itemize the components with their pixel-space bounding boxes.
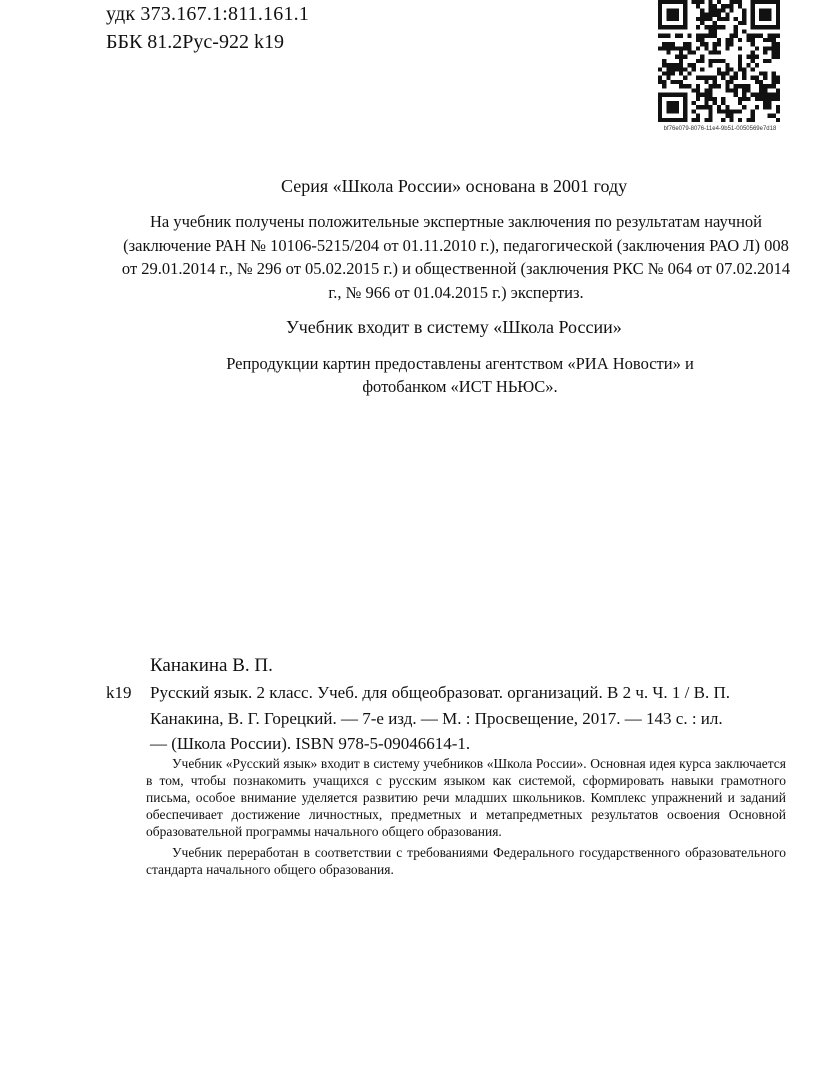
series-note: Серия «Школа России» основана в 2001 году [281, 176, 628, 196]
reproductions-line: фотобанком «ИСТ НЬЮС». [362, 377, 558, 396]
expert-conclusions [106, 210, 806, 304]
reproductions-note [180, 352, 740, 398]
expert-line: г., № 966 от 01.04.2015 г.) экспертиз. [328, 282, 584, 302]
annotation [146, 755, 786, 878]
qr-caption: bf76e079-8076-11e4-9b51-0050569e7d18 [663, 126, 777, 132]
qr-code [658, 0, 780, 122]
qr-code-image [658, 0, 780, 122]
expert-line: от 29.01.2014 г., № 296 от 05.02.2015 г.) и общественной (заключения РКС № 064 от 07.02.2014 [121, 259, 791, 278]
biblio-line-3: — (Школа России). ISBN 978-5-09046614-1. [150, 734, 471, 753]
expert-line: (заключение РАН № 10106-5215/204 от 01.11.2010 г.), педагогической (заключения РАО Л) 008 [123, 235, 789, 255]
biblio-text: Русский язык. 2 класс. Учеб. для общеобразоват. организаций. В 2 ч. Ч. 1 / В. П. [150, 683, 731, 702]
expert-line: На учебник получены положительные экспертные заключения по результатам научной [149, 212, 762, 231]
reproductions-line: Репродукции картин предоставлены агентством «РИА Новости» и [226, 354, 694, 373]
system-note: Учебник входит в систему «Школа России» [286, 317, 622, 337]
author-sign-code: k19 [106, 683, 132, 702]
author-heading: Канакина В. П. [150, 655, 273, 676]
udk-code: удк 373.167.1:811.161.1 [106, 3, 310, 25]
annotation-paragraph: Учебник переработан в соответствии с требованиями Федерального государственного образовательного стандарта начального общего образования. [146, 845, 786, 877]
annotation-paragraph: Учебник «Русский язык» входит в систему учебников «Школа России». Основная идея курса заключается в том, чтобы познакомить учащихся с русским языком как системой, сформировать навыки грамотного письма, особое внимание уделяется развитию речи младших школьников. Комплекс упражнений и заданий обеспечивает достижение личностных, предметных и метапредметных результатов освоения Основной образовательной программы начального общего образования. [146, 756, 786, 839]
biblio-line-2: Канакина, В. Г. Горецкий. — 7-е изд. — М. : Просвещение, 2017. — 143 с. : ил. [150, 708, 723, 728]
bibliographic-record [106, 680, 796, 757]
bbk-code: ББК 81.2Рус-922 k19 [106, 31, 284, 53]
biblio-line-1 [106, 680, 796, 706]
